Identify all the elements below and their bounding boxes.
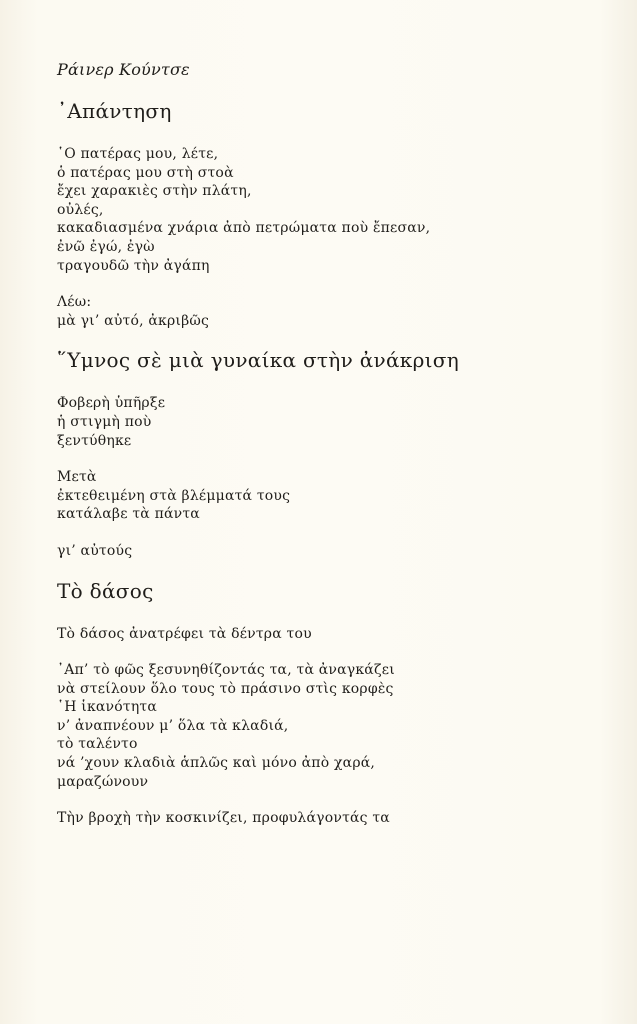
poem-line: Μετὰ (57, 469, 97, 486)
stanza (57, 542, 597, 561)
poem-line: Φοβερὴ ὑπῆρξε (57, 395, 166, 412)
poem-line: ῾Η ἱκανότητα (57, 699, 158, 716)
poem-line: τὸ ταλέντο (57, 736, 138, 753)
poem-line: ἐνῶ ἐγώ, ἐγὼ (57, 238, 155, 255)
poem (57, 99, 597, 330)
poems-container (57, 99, 597, 828)
poem-title: ᾿Απάντηση (57, 99, 172, 123)
stanza (57, 661, 597, 791)
poem-line: νὰ στείλουν ὅλο τους τὸ πράσινο στὶς κορφὲς (57, 680, 394, 697)
poem (57, 579, 597, 828)
stanza (57, 145, 597, 275)
poem (57, 348, 597, 560)
poem-line: Τὸ δάσος ἀνατρέφει τὰ δέντρα του (57, 625, 312, 642)
poem-line: οὐλές, (57, 201, 104, 218)
poem-line: νά ’χουν κλαδιὰ ἁπλῶς καὶ μόνο ἀπὸ χαρά, (57, 755, 376, 772)
stanza (57, 293, 597, 330)
poem-line: μαραζώνουν (57, 773, 149, 790)
stanza (57, 809, 597, 828)
poem-title: Τὸ δάσος (57, 578, 154, 603)
poem-line: κακαδιασμένα χνάρια ἀπὸ πετρώματα ποὺ ἔπεσαν, (57, 220, 431, 237)
stanza (57, 625, 597, 644)
poem-line: μὰ γι’ αὐτό, ἀκριβῶς (57, 312, 210, 329)
poem-line: γι’ αὐτούς (57, 542, 133, 559)
poem-line: ἐκτεθειμένη στὰ βλέμματά τους (57, 487, 291, 504)
stanza (57, 468, 597, 524)
stanza (57, 394, 597, 450)
poem-line: ἡ στιγμὴ ποὺ (57, 413, 152, 430)
poem-line: κατάλαβε τὰ πάντα (57, 506, 200, 523)
author-name: Ράινερ Κούντσε (57, 60, 190, 79)
poem-line: ῾Ο πατέρας μου, λέτε, (57, 146, 219, 162)
poem-line: ὁ πατέρας μου στὴ στοὰ (57, 164, 234, 181)
poem-title: ῞Υμνος σὲ μιὰ γυναίκα στὴν ἀνάκριση (57, 348, 460, 373)
poem-line: ᾿Απ’ τὸ φῶς ξεσυνηθίζοντάς τα, τὰ ἀναγκάζει (57, 662, 395, 679)
poem-line: ξεντύθηκε (57, 432, 132, 449)
poem-line: Τὴν βροχὴ τὴν κοσκινίζει, προφυλάγοντάς τα (57, 810, 390, 827)
poem-line: τραγουδῶ τὴν ἀγάπη (57, 257, 210, 274)
text-block (57, 60, 597, 846)
poem-line: Λέω: (57, 294, 92, 311)
poem-line: ἔχει χαρακιὲς στὴν πλάτη, (57, 183, 252, 200)
poem-line: ν’ ἀναπνέουν μ’ ὅλα τὰ κλαδιά, (57, 717, 289, 734)
